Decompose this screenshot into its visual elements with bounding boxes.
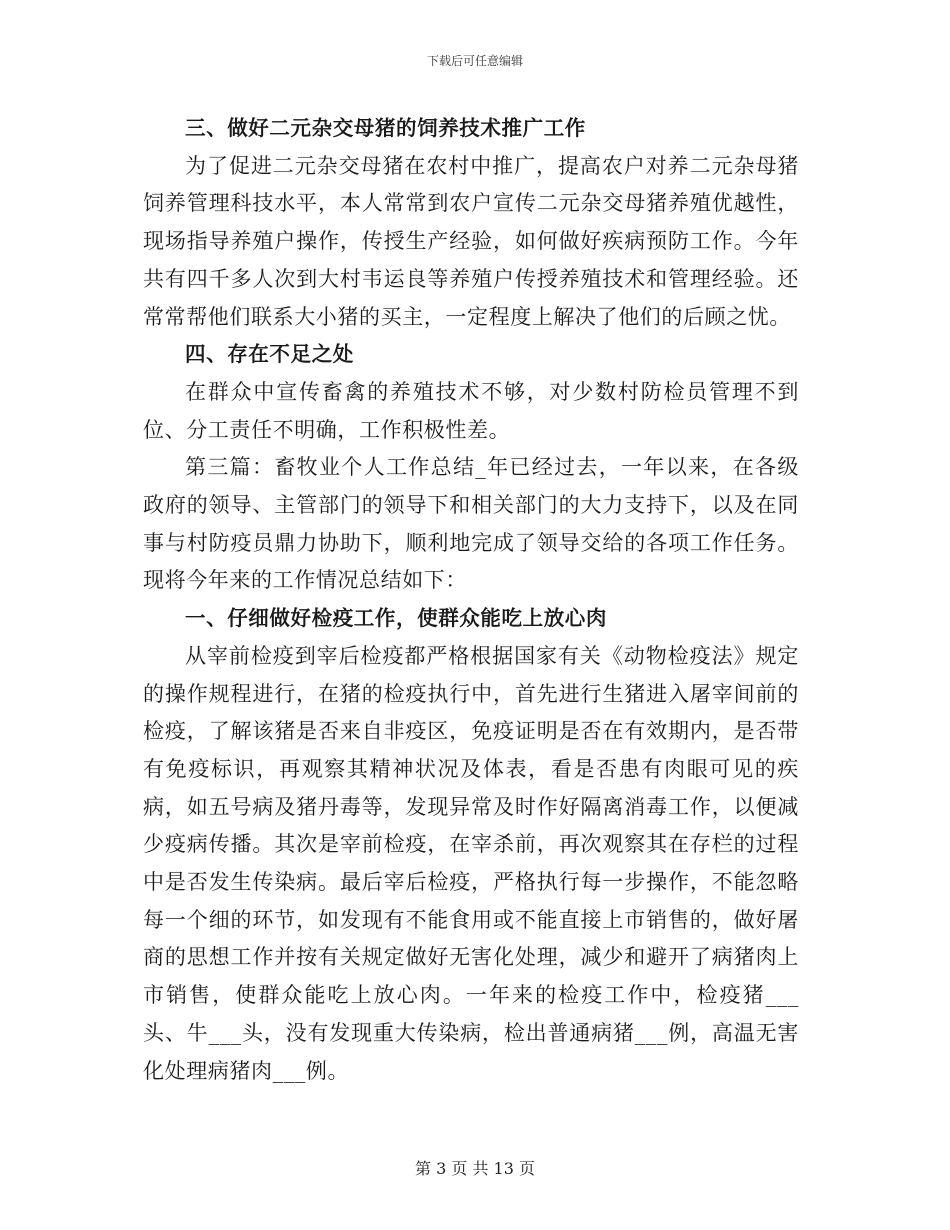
body-paragraph: 为了促进二元杂交母猪在农村中推广，提高农户对养二元杂母猪饲养管理科技水平，本人常常到农户宣传二元杂交母猪养殖优越性，现场指导养殖户操作，传授生产经验，如何做好疾病预防工作。今年共有四千多人次到大村韦运良等养殖户传授养殖技术和管理经验。还常常帮他们联系大小猪的买主，一定程度上解决了他们的后顾之忧。 — [143, 153, 799, 329]
section-heading-3: 三、做好二元杂交母猪的饲养技术推广工作 — [185, 116, 586, 140]
page-header: 下载后可任意编辑 — [426, 54, 523, 68]
document-body — [143, 110, 799, 1090]
body-paragraph: 在群众中宣传畜禽的养殖技术不够，对少数村防检员管理不到位、分工责任不明确，工作积极性差。 — [143, 379, 799, 442]
body-paragraph: 从宰前检疫到宰后检疫都严格根据国家有关《动物检疫法》规定的操作规程进行，在猪的检疫执行中，首先进行生猪进入屠宰间前的检疫，了解该猪是否来自非疫区，免疫证明是否在有效期内，是否带有免疫标识，再观察其精神状况及体表，看是否患有肉眼可见的疾病，如五号病及猪丹毒等，发现异常及时作好隔离消毒工作，以便减少疫病传播。其次是宰前检疫，在宰杀前，再次观察其在存栏的过程中是否发生传染病。最后宰后检疫，严格执行每一步操作，不能忽略每一个细的环节，如发现有不能食用或不能直接上市销售的，做好屠商的思想工作并按有关规定做好无害化处理，减少和避开了病猪肉上市销售，使群众能吃上放心肉。一年来的检疫工作中，检疫猪___头、牛___头，没有发现重大传染病，检出普通病猪___例，高温无害化处理病猪肉___例。 — [143, 643, 799, 1083]
body-paragraph: 第三篇：畜牧业个人工作总结_年已经过去，一年以来，在各级政府的领导、主管部门的领导下和相关部门的大力支持下，以及在同事与村防疫员鼎力协助下，顺利地完成了领导交给的各项工作任务。现将今年来的工作情况总结如下： — [143, 455, 799, 593]
page-number: 第 3 页 共 13 页 — [415, 1159, 535, 1178]
section-heading-1: 一、仔细做好检疫工作，使群众能吃上放心肉 — [185, 606, 607, 631]
section-heading-4: 四、存在不足之处 — [185, 342, 354, 367]
